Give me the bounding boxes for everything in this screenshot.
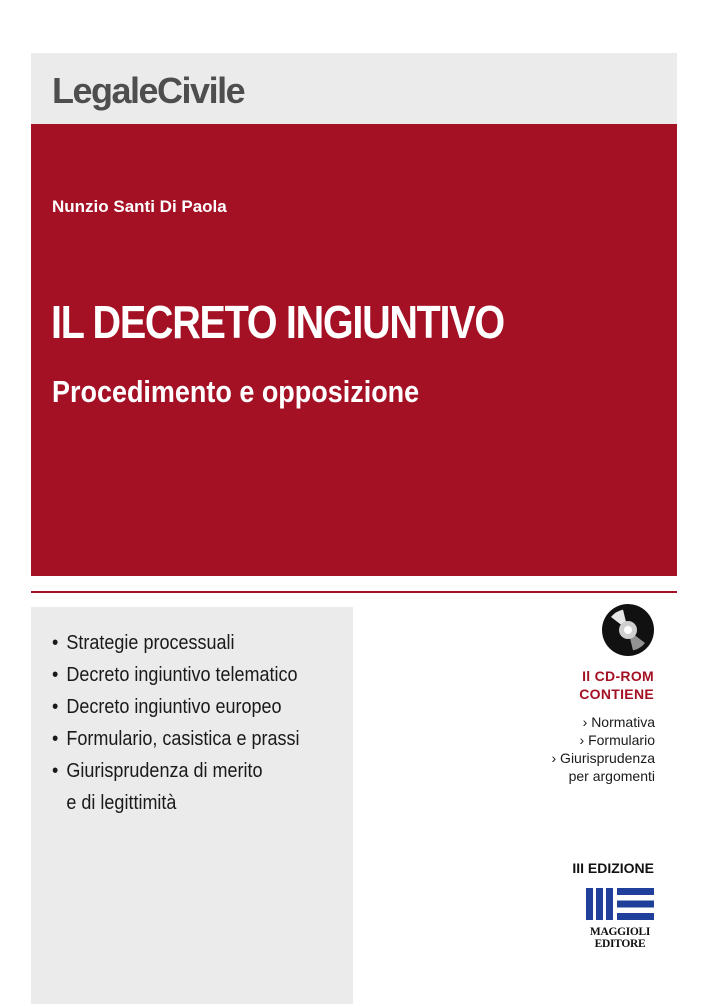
author-name: Nunzio Santi Di Paola <box>52 197 227 216</box>
cdrom-item: › Giurisprudenza <box>551 750 655 766</box>
bullet-icon: • <box>52 632 59 654</box>
cdrom-heading: Il CD-ROM CONTIENE <box>579 668 654 702</box>
book-cover <box>31 53 677 1004</box>
cdrom-contents <box>552 713 656 785</box>
series-band <box>31 53 677 124</box>
bullet-icon: • <box>52 664 59 686</box>
cdrom-item: › Normativa <box>582 714 655 730</box>
bullet-icon: • <box>52 696 59 718</box>
series-title: LegaleCivile <box>52 70 245 111</box>
cdrom-item: › Formulario <box>579 732 655 748</box>
feature-item: • Decreto ingiuntivo telematico <box>52 659 299 691</box>
feature-item: • Strategie processuali <box>52 627 299 659</box>
divider-line <box>31 591 677 593</box>
bullet-icon: • <box>52 728 59 750</box>
features-panel <box>31 607 353 1004</box>
feature-item-continuation: e di legittimità <box>66 792 177 814</box>
feature-item: • Decreto ingiuntivo europeo <box>52 691 299 723</box>
feature-item: • Giurisprudenza di merito <box>52 755 299 787</box>
maggioli-logo-icon <box>584 886 656 922</box>
features-list <box>52 627 327 819</box>
cd-icon <box>601 603 655 657</box>
book-title: IL DECRETO INGIUNTIVO <box>51 296 504 348</box>
publisher-name: MAGGIOLI EDITORE <box>589 926 651 950</box>
cdrom-item: per argomenti <box>568 768 655 784</box>
feature-item: • Formulario, casistica e prassi <box>52 723 299 755</box>
title-panel <box>31 124 677 576</box>
book-subtitle: Procedimento e opposizione <box>52 374 420 409</box>
edition-label: III EDIZIONE <box>572 860 654 876</box>
bullet-icon: • <box>52 760 59 782</box>
